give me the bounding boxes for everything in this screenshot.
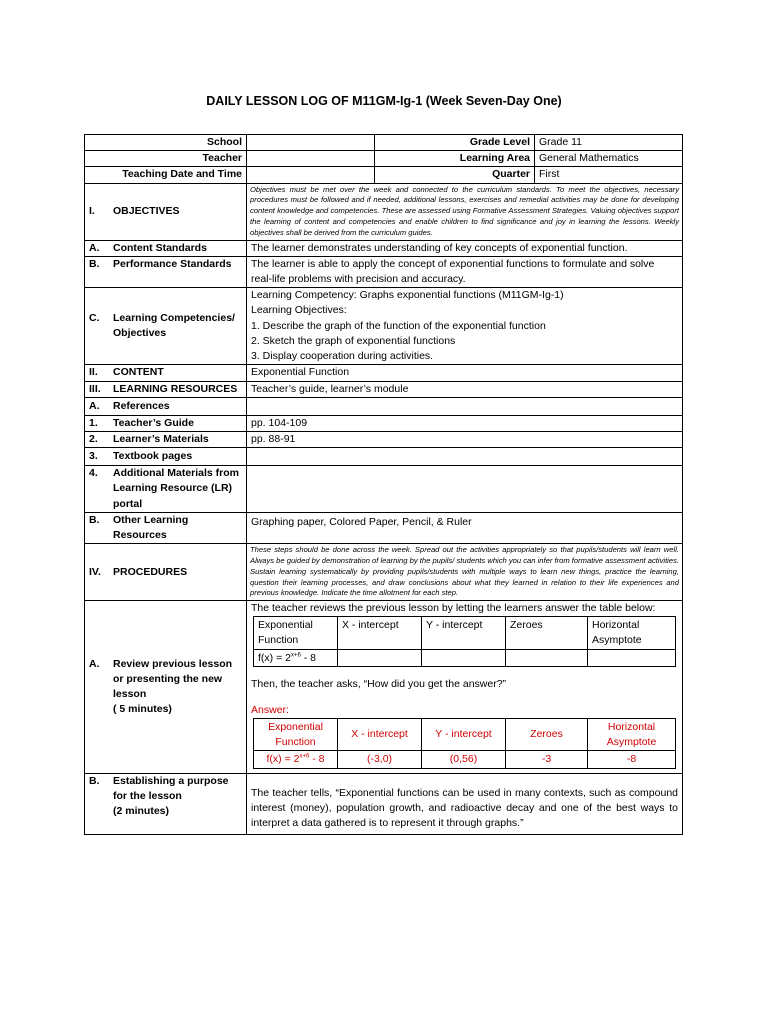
objectives-row xyxy=(85,183,683,240)
purpose-label: Establishing a purpose for the lesson xyxy=(113,774,229,803)
answer-header-horizontal-asymptote: Horizontal Asymptote xyxy=(588,718,676,750)
answer-function-cell xyxy=(254,751,338,769)
purpose-row xyxy=(85,773,683,834)
objectives-note: Objectives must be met over the week and connected to the curriculum standards. To meet the objectives, necessary procedures must be followed and if needed, additional lessons, exercises and remedial activities may be done for developing content knowledge and competencies. These are assessed using Formative Assessment Strategies. Valuing objectives support the learning of content and competencies and enable children to find significance and joy in learning the lessons. Weekly objectives shall be derived from the curriculum guides. xyxy=(247,183,683,240)
purpose-text: The teacher tells, “Exponential functions can be used in many contexts, such as compound interest (money), population growth, and radioactive decay and one of the best ways to interpret a data gathered is to represent it through graphs.” xyxy=(247,773,683,834)
learning-resources-label-cell xyxy=(85,381,247,397)
purpose-num: B. xyxy=(89,774,100,787)
references-num: A. xyxy=(89,399,100,412)
additional-materials-row xyxy=(85,466,683,513)
answer-header-x-intercept: X - intercept xyxy=(338,718,422,750)
answer-function-tail: - 8 xyxy=(309,753,325,766)
teaching-date-label: Teaching Date and Time xyxy=(85,167,247,183)
learning-area-label: Learning Area xyxy=(375,151,535,167)
procedures-note: These steps should be done across the week. Spread out the activities appropriately so that pupils/students will learn well. Always be guided by demonstration of learning by the pupils/ students which you can infer from formative assessment activities. Sustain learning systematically by providing pupils/students with multiple ways to learn new things, practice the learning, question their learning processes, and draw conclusions about what they learned in relation to their life experiences and previous knowledge. Indicate the time allotment for each step. xyxy=(247,544,683,601)
header-y-intercept: Y - intercept xyxy=(422,617,506,649)
school-label: School xyxy=(85,135,247,151)
answer-header-y-intercept: Y - intercept xyxy=(422,718,506,750)
page-title: DAILY LESSON LOG OF M11GM-Ig-1 (Week Seven-Day One) xyxy=(206,94,562,108)
objectives-heading: Learning Objectives: xyxy=(251,304,347,317)
content-standards-label-cell xyxy=(85,240,247,256)
answer-function-exponent: x+6 xyxy=(299,753,310,760)
review-label-cell xyxy=(85,601,247,774)
textbook-pages-num: 3. xyxy=(89,450,98,463)
content-standards-label: Content Standards xyxy=(113,241,207,254)
content-row xyxy=(85,365,683,381)
grade-level-value: Grade 11 xyxy=(535,135,683,151)
review-content xyxy=(247,601,683,774)
review-question: Then, the teacher asks, “How did you get the answer?” xyxy=(251,678,507,691)
procedures-label-cell xyxy=(85,544,247,601)
header-x-intercept: X - intercept xyxy=(338,617,422,649)
school-value xyxy=(247,135,375,151)
review-label: Review previous lesson or presenting the new lesson xyxy=(113,657,233,701)
learners-materials-label-cell xyxy=(85,431,247,447)
content-value: Exponential Function xyxy=(247,365,683,381)
performance-standards-value: The learner is able to apply the concept of exponential functions to formulate and solve real-life problems with precision and accuracy. xyxy=(247,256,683,287)
objectives-label: OBJECTIVES xyxy=(113,205,180,217)
review-question-table xyxy=(253,616,676,667)
teachers-guide-label-cell xyxy=(85,415,247,431)
answer-blank xyxy=(338,649,422,667)
answer-blank xyxy=(422,649,506,667)
content-label-cell xyxy=(85,365,247,381)
learning-resources-label: LEARNING RESOURCES xyxy=(113,382,238,395)
other-resources-label: Other Learning Resources xyxy=(113,513,189,542)
other-resources-label-cell xyxy=(85,512,247,543)
additional-materials-label-cell xyxy=(85,466,247,513)
answer-x-intercept: (-3,0) xyxy=(338,751,422,769)
teacher-label: Teacher xyxy=(85,151,247,167)
teacher-value xyxy=(247,151,375,167)
function-exponent: x+6 xyxy=(290,652,301,659)
other-resources-row xyxy=(85,512,683,543)
learners-materials-row xyxy=(85,431,683,447)
competency-line: Learning Competency: Graphs exponential functions (M11GM-Ig-1) xyxy=(251,289,564,302)
lesson-log-table xyxy=(84,134,683,835)
school-row xyxy=(85,135,683,151)
review-time: ( 5 minutes) xyxy=(113,703,172,716)
procedures-row xyxy=(85,544,683,601)
textbook-pages-value xyxy=(247,448,683,466)
answer-blank xyxy=(506,649,588,667)
objective-item: 2. Sketch the graph of exponential functions xyxy=(251,334,456,347)
learners-materials-num: 2. xyxy=(89,432,98,445)
performance-standards-num: B. xyxy=(89,257,100,270)
content-standards-num: A. xyxy=(89,241,100,254)
teachers-guide-row xyxy=(85,415,683,431)
quarter-value: First xyxy=(535,167,683,183)
header-zeroes: Zeroes xyxy=(506,617,588,649)
additional-materials-value xyxy=(247,466,683,513)
learners-materials-value: pp. 88-91 xyxy=(247,431,683,447)
answer-table xyxy=(253,718,676,769)
references-row xyxy=(85,397,683,415)
other-resources-num: B. xyxy=(89,513,100,526)
purpose-label-cell xyxy=(85,773,247,834)
references-label: References xyxy=(113,399,170,412)
function-tail: - 8 xyxy=(300,651,316,664)
competencies-label-cell xyxy=(85,288,247,365)
answer-zeroes: -3 xyxy=(506,751,588,769)
answer-header-zeroes: Zeroes xyxy=(506,718,588,750)
textbook-pages-label-cell xyxy=(85,448,247,466)
teaching-date-row xyxy=(85,167,683,183)
content-label: CONTENT xyxy=(113,366,164,379)
references-label-cell xyxy=(85,397,247,415)
objectives-num: I. xyxy=(89,205,95,217)
procedures-label: PROCEDURES xyxy=(113,565,188,578)
grade-level-label: Grade Level xyxy=(375,135,535,151)
purpose-time: (2 minutes) xyxy=(113,805,170,818)
references-value xyxy=(247,397,683,415)
answer-blank xyxy=(588,649,676,667)
competencies-value xyxy=(247,288,683,365)
additional-materials-label: Additional Materials from Learning Resource (LR) portal xyxy=(113,467,240,510)
other-resources-value: Graphing paper, Colored Paper, Pencil, & Ruler xyxy=(247,512,683,543)
objective-item: 3. Display cooperation during activities. xyxy=(251,350,434,363)
performance-standards-row xyxy=(85,256,683,287)
learning-resources-num: III. xyxy=(89,382,101,395)
objectives-label-cell xyxy=(85,183,247,240)
answer-label: Answer: xyxy=(251,703,289,716)
procedures-num: IV. xyxy=(89,565,101,578)
content-standards-row xyxy=(85,240,683,256)
additional-materials-num: 4. xyxy=(89,467,98,480)
textbook-pages-label: Textbook pages xyxy=(113,450,193,463)
teachers-guide-value: pp. 104-109 xyxy=(247,415,683,431)
answer-y-intercept: (0,56) xyxy=(422,751,506,769)
textbook-pages-row xyxy=(85,448,683,466)
header-horizontal-asymptote: Horizontal Asymptote xyxy=(588,617,676,649)
review-intro: The teacher reviews the previous lesson by letting the learners answer the table below: xyxy=(251,602,656,615)
learning-area-value: General Mathematics xyxy=(535,151,683,167)
function-cell xyxy=(254,649,338,667)
quarter-label: Quarter xyxy=(375,167,535,183)
content-standards-value: The learner demonstrates understanding of key concepts of exponential function. xyxy=(247,240,683,256)
teachers-guide-num: 1. xyxy=(89,416,98,429)
content-num: II. xyxy=(89,366,98,379)
answer-function-base: f(x) = 2 xyxy=(266,753,300,766)
review-row xyxy=(85,601,683,774)
answer-header-exponential-function: Exponential Function xyxy=(254,718,338,750)
function-base: f(x) = 2 xyxy=(258,651,291,664)
teacher-row xyxy=(85,151,683,167)
performance-standards-label: Performance Standards xyxy=(113,257,232,270)
objective-item: 1. Describe the graph of the function of the exponential function xyxy=(251,319,546,332)
performance-standards-label-cell xyxy=(85,256,247,287)
teaching-date-value xyxy=(247,167,375,183)
review-num: A. xyxy=(89,657,100,670)
competencies-label: Learning Competencies/ Objectives xyxy=(113,312,235,340)
teachers-guide-label: Teacher’s Guide xyxy=(113,416,194,429)
header-exponential-function: Exponential Function xyxy=(254,617,338,649)
learning-resources-row xyxy=(85,381,683,397)
competencies-num: C. xyxy=(89,312,100,325)
competencies-row xyxy=(85,288,683,365)
answer-horizontal-asymptote: -8 xyxy=(588,751,676,769)
learning-resources-value: Teacher’s guide, learner’s module xyxy=(247,381,683,397)
learners-materials-label: Learner’s Materials xyxy=(113,432,209,445)
